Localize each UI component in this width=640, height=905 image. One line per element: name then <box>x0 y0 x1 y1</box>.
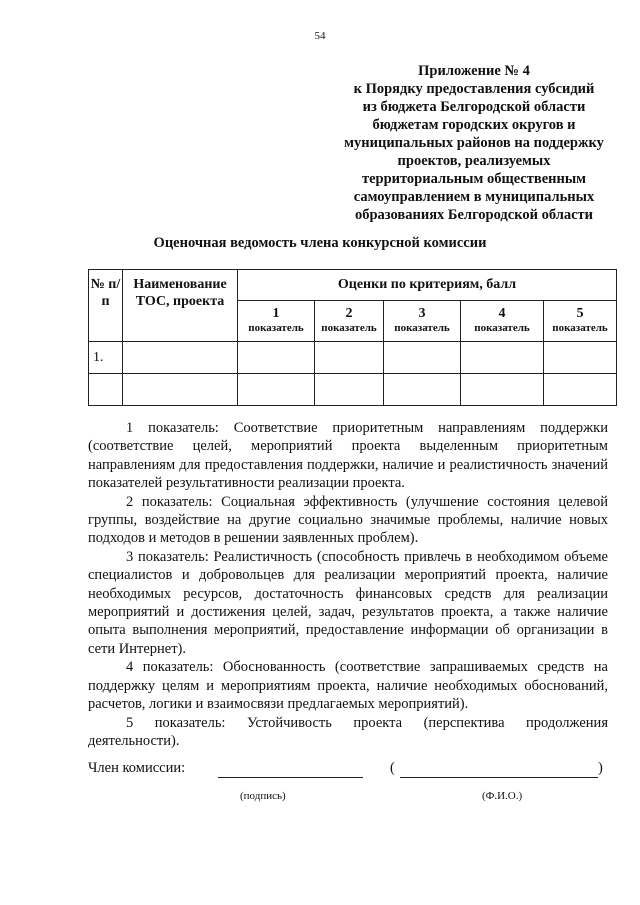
appendix-line: образованиях Белгородской области <box>354 207 594 223</box>
appendix-line: к Порядку предоставления субсидий <box>353 81 595 97</box>
criterion-label: показатель <box>552 322 608 334</box>
criterion-label: показатель <box>248 322 304 334</box>
score-table <box>88 269 617 406</box>
appendix-line: муниципальных районов на поддержку <box>344 135 604 151</box>
document-title: Оценочная ведомость члена конкурсной комиссии <box>153 235 487 251</box>
header-number: № п/п <box>89 270 123 342</box>
criterion-number: 1 <box>272 306 280 321</box>
appendix-line: Приложение № 4 <box>418 63 530 79</box>
criterion-header <box>384 301 461 342</box>
criteria-descriptions <box>88 419 608 750</box>
score-cell <box>238 342 315 374</box>
table-row <box>89 374 617 406</box>
fio-line <box>400 777 598 778</box>
row-name-cell <box>123 342 238 374</box>
criterion-description-1: 1 показатель: Соответствие приоритетным направлениям поддержки (соответствие целей, мероприятий проекта выделенным приоритетным направлениям для предоставления поддержки, наличие и реалистичность значений показателей результативности реализации проекта. <box>88 420 608 492</box>
signature-label: Член комиссии: <box>88 760 186 776</box>
fio-open-paren: ( <box>390 760 395 776</box>
appendix-line: проектов, реализуемых <box>397 153 551 169</box>
score-cell <box>461 342 544 374</box>
signature-caption: (подпись) <box>240 790 286 802</box>
table-row <box>89 342 617 374</box>
criterion-description-2: 2 показатель: Социальная эффективность (улучшение состояния целевой группы, воздействие на другие социально значимые проблемы, наличие новых подходов и методов в решении заявленных проблем). <box>88 493 608 547</box>
criterion-description-5: 5 показатель: Устойчивость проекта (перспектива продолжения деятельности). <box>88 714 608 749</box>
row-number <box>89 374 123 406</box>
score-cell <box>461 374 544 406</box>
appendix-line: из бюджета Белгородской области <box>362 99 586 115</box>
signature-line <box>218 777 363 778</box>
score-cell <box>384 374 461 406</box>
criterion-label: показатель <box>394 322 450 334</box>
page-number: 54 <box>314 30 326 42</box>
criterion-label: показатель <box>474 322 530 334</box>
score-cell <box>544 374 617 406</box>
criterion-header <box>461 301 544 342</box>
score-cell <box>384 342 461 374</box>
criterion-description-4: 4 показатель: Обоснованность (соответствие запрашиваемых средств на поддержку целям и мероприятиям проекта, наличие необходимых обоснований, расчетов, логики и взаимосвязи предлагаемых мероприятий). <box>88 659 608 713</box>
header-scores: Оценки по критериям, балл <box>238 270 617 301</box>
criterion-number: 4 <box>498 306 506 321</box>
appendix-line: бюджетам городских округов и <box>372 117 576 133</box>
criterion-number: 3 <box>418 306 426 321</box>
score-cell <box>544 342 617 374</box>
header-name: Наименование ТОС, проекта <box>123 270 238 342</box>
score-cell <box>315 342 384 374</box>
criterion-header <box>544 301 617 342</box>
score-cell <box>238 374 315 406</box>
criterion-label: показатель <box>321 322 377 334</box>
row-name-cell <box>123 374 238 406</box>
appendix-line: территориальным общественным <box>361 171 587 187</box>
score-cell <box>315 374 384 406</box>
criterion-header <box>238 301 315 342</box>
appendix-line: самоуправлением в муниципальных <box>353 189 595 205</box>
row-number: 1. <box>89 342 123 374</box>
fio-close-paren: ) <box>598 760 603 776</box>
criterion-number: 2 <box>345 306 353 321</box>
criterion-header <box>315 301 384 342</box>
criterion-description-3: 3 показатель: Реалистичность (способность привлечь в необходимом объеме специалистов и добровольцев для реализации мероприятий проекта, наличие необходимых ресурсов, достаточность финансовых средств для реализации мероприятий и достижения целей, задач, результатов проекта, а также наличие опыта выполнения мероприятий, предоставление информации об организации в сети Интернет). <box>88 548 608 657</box>
appendix-header <box>328 62 620 224</box>
criterion-number: 5 <box>576 306 584 321</box>
fio-caption: (Ф.И.О.) <box>482 790 523 802</box>
